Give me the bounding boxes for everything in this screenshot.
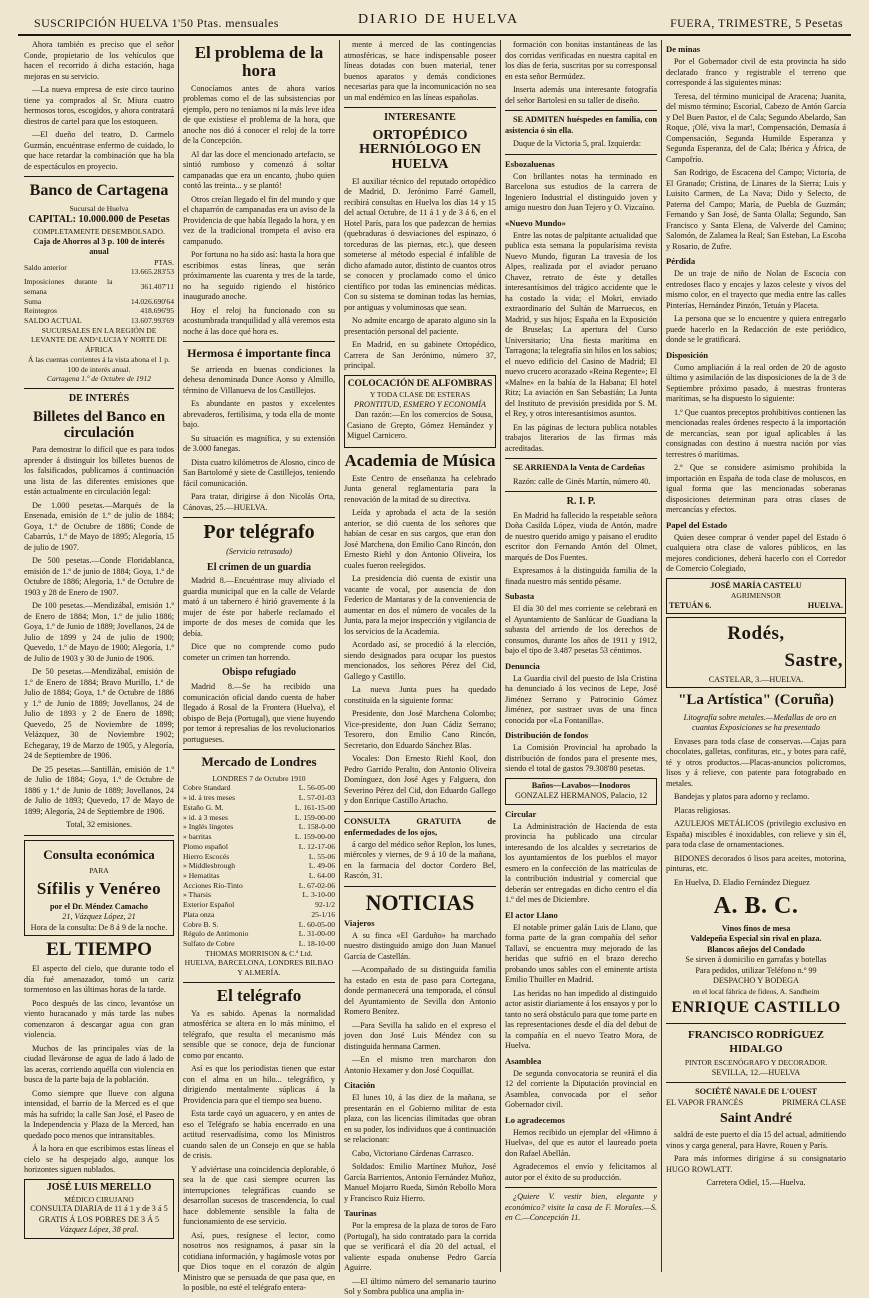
naval-title: SOCIÉTÉ NAVALE DE L'OUEST [695, 1087, 817, 1097]
castillo-name: ENRIQUE CASTILLO [671, 999, 841, 1017]
paragraph: De 500 pesetas.—Conde Floridablanca, emisión de 1.º de junio de 1884; Goya, 1.º de Octubre de 1886; Alegoría, 1.º de Octubre de 1903 y 28 de Enero de 1907. [24, 556, 174, 597]
table-row: Plata onza 25-1/16 [183, 909, 335, 919]
paragraph: La presidencia dió cuenta de existir una vacante de vocal, por ausencia de don Federico de Mantaras y de la conveniencia de aumentar en dos el número de vocales de la Junta, para la mejor inspección y vigilancia de los servicios de la Academia. [344, 574, 496, 636]
rodes-ad: Rodés, Sastre, CASTELAR, 3.—HUELVA. [666, 617, 846, 688]
admiten: SE ADMITEN huéspedes en familia, con asistencia ó sin ella. [505, 115, 657, 135]
paragraph: No admite encargo de aparato alguno sin la presentación personal del paciente. [344, 316, 496, 336]
alfombras-ad: COLOCACIÓN DE ALFOMBRAS Y TODA CLASE DE ESTERAS PRONTITUD, ESMERO Y ECONOMÍA Dan razón:—En los comercios de Sousa, Casiano de Grepto, Gómez Hernández y Miguel Carnicero. [344, 375, 496, 448]
paragraph: Soldados: Emilio Martínez Muñoz, José García Barrientos, Antonio Fernández Muñoz, Manuel Mojarro Rueda, Simón Rebollo Mora y Francisco Ruiz Hierro. [344, 1162, 496, 1203]
paragraph: Poco después de las cinco, levantóse un viento huracanado y más tarde las nubes comenzaron á descargar agua con gran violencia. [24, 998, 174, 1040]
arrienda: SE ARRIENDA la Venta de Cardeñas [513, 463, 645, 472]
obispo-title: Obispo refugiado [222, 667, 296, 679]
paragraph: Este Centro de enseñanza ha celebrado Junta general reglamentaria para la renovación de la mitad de su directiva. [344, 473, 496, 504]
newspaper-title: DIARIO DE HUELVA [358, 12, 520, 27]
paragraph: Ahora también es preciso que el señor Conde, propietario de los vehículos que hacen el recorrido á dicha estación, haga mejoras en su servicio. [24, 40, 174, 81]
paragraph: 1.º Que cuantos preceptos prohibitivos contienen las mencionadas reales órdenes respecto á la importación de mercancías, sean por igual aplicables á las consignadas con destino á nuestra nación por vías terrestres ó marítimas. [666, 407, 846, 459]
column-1 [24, 40, 174, 1272]
paragraph: —El último número del semanario taurino Sol y Sombra publica una amplia in- [344, 1276, 496, 1297]
noticias-title: NOTICIAS [365, 889, 475, 915]
column-3 [344, 40, 496, 1297]
column-5: De minas Por el Gobernador civil de esta provincia ha sido declarado franco y registrable el terreno que corresponde á las siguientes minas: Teresa, del término municipal de Aracena; Juanita, del mismo término; Escorial, Cabezo de Antón García y Del Buen Pastor, el de Cala; Segundo Abelardo, San Roque, ¡Olé, viva la mar!, Compensación, Demasía á Compensación, Segunda Humilde Esperanza y Segunda Esperanza, del de Cala; Ibérica y África, de Campofrío. San Rodrigo, de Escacena del Campo; Victoria, de El Granado; Cristina, de Linares de la Sierra; Luis y Luisito Carmen, de La Nava; Dido y Selecto, de Paterna del Campo; María, de Puebla de Guzmán; Fernando y San José, de Santa Olalla; Segundo, San Francisco y Santa Elena, de Valverde del Camino; Salomón, de Zalamea la Real; San Esteban, La Escoba y Rosario, de Zufre. Pérdida De un traje de niño de Nolan de Escocia con entredoses flaco y encajes y lazos celeste y vivos del mismo color, en el trayecto que media entre las calles Pinterías, Hernández Pinzón, Tetuán y Placeta. La persona que se lo encuentre y quiera entregarlo puede hacerlo en la Redacción de este periódico, donde se le gratificará. Disposición Como ampliación á la real orden de 20 de agosto último y asimilación de las disposiciones de la de 3 de Septiembre próximo pasado, á nuestras fronteras marítimas, se ha dispuesto lo siguiente: 1.º Que cuantos preceptos prohibitivos contienen las mencionadas reales órdenes respecto á la importación de mercancías, sean por igual aplicables á las consignadas con destino á nuestra nación por vías terrestres ó marítimas. 2.º Que se considere asimismo prohibida la importación en España de toda clase de moluscos, en igual forma que las mencionadas soberanas disposiciones determinan para otras clases de mercancías y efectos. Papel del Estado Quien desee comprar ó vender papel del Estado ó cualquiera otra clase de valores públicos, en las mejores condiciones, deberá hacerlo con el Corredor de Comercio Colegiado, JOSÉ MARÍA CASTELU AGRIMENSOR TETUÁN 6. HUELVA. Rodés, Sastre, CASTELAR, 3.—HUELVA. "La Artística" (Coruña) Litografía sobre metales.—Medallas de oro en cuantas Exposiciones se ha presentado Envases para toda clase de conservas.—Cajas para chocolates, galletas, confituras, etc., y botes para café, té y otros productos.—Placas-anuncios policromos, lisos y á relieve, con patente para fotograbado en metales. Bandejas y platos para adorno y reclamo. Placas religiosas. AZULEJOS METÁLICOS (privilegio exclusivo en España) miscibles é inoxidables, con relieve y sin él, para toda clase de ornamentaciones. BIDONES decorados ó lisos para aceites, motorina, pinturas, etc. En Huelva, D. Eladio Fernández Dieguez A. B. C. Vinos finos de mesa Valdepeña Especial sin rival en plaza. Blancos añejos del Condado Se sirven á domicilio en garrafas y botellas Para pedidos, utilizar Teléfono n.º 99 DESPACHO Y BODEGA en el local fábrica de fideos, A. Sandheim ENRIQUE CASTILLO FRANCISCO RODRÍGUEZ HIDALGO PINTOR ESCENÓGRAFO Y DECORADOR. SEVILLA, 12.—HUELVA SOCIÉTÉ NAVALE DE L'OUEST EL VAPOR FRANCÉS PRIMERA CLASE Saint André saldrá de este puerto el día 15 del actual, admitiendo vinos y carga general, para Havre, Rouen y París. Para más informes dirigirse á su consignatario HUGO ROWLATT. Carretera Odiel, 15.—Huelva. [666, 44, 846, 1188]
mercado-title: Mercado de Londres [201, 754, 317, 770]
consulta-title: Consulta económica [43, 846, 155, 862]
paragraph: Razón: calle de Ginés Martín, número 40. [513, 476, 651, 486]
column-rule [178, 40, 179, 1272]
paragraph: formación con bonitas instantáneas de las dos corridas verificadas en nuestra capital en los días de feria, suscritas por su corresponsal en esta señor Bermúdez. [505, 40, 657, 81]
eltelegrafo-title: El telégrafo [216, 985, 302, 1005]
asamblea-title: Asamblea [505, 1055, 542, 1066]
paragraph: Expresamos á la distinguida familia de la finada nuestro más sentido pésame. [505, 566, 657, 586]
table-row: Cobre B. S. L. 60-05-00 [183, 919, 335, 929]
table-row: Hierro Escocés L. 55-06 [183, 851, 335, 861]
paragraph: —En el mismo tren marcharon don Antonio Hexamer y don José Coquillat. [344, 1055, 496, 1075]
paragraph: á cargo del médico señor Replon, los lunes, miércoles y viernes, de 9 á 10 de la mañana, en la farmacia del doctor Cordero Bel, Rascón, 31. [344, 839, 496, 881]
paragraph: Y adviértase una coincidencia deplorable, ó sea la de que casi siempre ocurren las interrupciones telegráficas cuando se desarrollan sucesos de trascendencia, lo cual hace doblemente sensible la falta de funcionamiento de ese servicio. [183, 1164, 335, 1227]
consulta-gratuita-title: CONSULTA GRATUITA de enfermedades de los ojos, [344, 815, 496, 837]
bank-name: Banco de Cartagena [29, 182, 169, 199]
paragraph: Duque de la Victoria 5, pral. Izquierda: [513, 139, 642, 148]
abc-title: A. B. C. [713, 893, 799, 920]
paragraph: Madrid 8.—Encuéntrase muy aliviado el guardia municipal que en la calle de Velarde mató á un tabernero é hirió gravemente á la mujer de éste por haberle reclamado el importe de dos meses de comida que les debía. [183, 576, 335, 638]
paragraph: Entre las notas de palpitante actualidad que publica esta semana la popularísima revista Nuevo Mundo, figuran La travesía de los Alpes, realizada por el aviador peruano Chavez, retrato de éste y detalles interesantísimos del trágico accidente que le ha costado la vida; el Mokri, enviado extraordinario del Sultán de Marruecos, en Madrid, y sus hijos; España en la Exposición de Bruselas; La apertura del Curso Universitario; Una fiesta marítima en Tarragona; la telegrafía sin hilos en los sabios; el nuevo edificio del Casino de Madrid; El nuevo crucero acorazado «Reina Regente»; El «Malne» en la bahía de la Habana; El hotel Ritz; La aviación en San Sebastián; La Junta del Instituto de previsión presidida por S. M. el Rey, y otros interesantísimos asuntos. [505, 230, 657, 418]
paragraph: Por la empresa de la plaza de toros de Faro (Portugal), ha sido contratado para la corrida que se verificará el día 20 del actual, el valiente espada onubense Pedro García Aguirre. [344, 1221, 496, 1273]
paragraph: Teresa, del término municipal de Aracena; Juanita, del mismo término; Escorial, Cabezo de Antón García y Del Buen Pastor, el de Cala; Segundo Abelardo, San Roque, ¡Olé, viva la mar!, Compensación, Demasía á Compensación, Segunda Humilde Esperanza y Segunda Esperanza, del de Cala; Ibérica y África, de Campofrío. [666, 91, 846, 164]
taurinas-title: Taurinas [344, 1208, 377, 1219]
paragraph: Se arrienda en buenas condiciones la dehesa denominada Dunce Aonso y Almillo, término de Villanueva de los Castillejos. [183, 364, 335, 395]
gonzalez-ad: Baños—Lavabos—Inodoros GONZALEZ HERMANOS, Palacio, 12 [505, 778, 657, 805]
crimen-title: El crimen de un guardia [207, 561, 311, 573]
paragraph: —El dueño del teatro, D. Carmelo Guzmán, encuéntrase enfermo de cuidado, lo que hace retardar la combinación que ha bla de espectáculos en proyecto. [24, 130, 174, 171]
paragraph: Otros creían llegado el fin del mundo y que el chaparrón de campanadas era un aviso de la Providencia de que había llegado la hora, y en vez de la tradicional trompeta el aviso era campanudo. [183, 194, 335, 246]
column-rule [339, 40, 340, 1272]
paragraph: De 25 pesetas.—Santillán, emisión de 1.º de Julio de 1884; Goya, 1.º de Octubre de 1886 y 1.º de Junio de 1889; Jovellanos, 24 de Julio de 1893; Quevedo, 17 de Mayo de 1899; Alegoría, 24 de Septiembre de 1906. [24, 764, 174, 816]
paragraph: Como ampliación á la real orden de 20 de agosto último y asimilación de las disposiciones de la de 3 de Septiembre próximo pasado, á nuestras fronteras marítimas, se ha dispuesto lo siguiente: [666, 362, 846, 403]
interesante-label: INTERESANTE [384, 112, 456, 123]
morales-ad: ¿Quiere V. vestir bien, elegante y económico? visite la casa de F. Morales.—S. en C.—Concepción 11. [505, 1192, 657, 1223]
paragraph: Inserta además una interesante fotografía del señor Bartolesi en su taller de diseño. [505, 85, 657, 105]
paragraph: Acordado así, se procedió á la elección, siendo designados para ocupar los puestos mencionados, los señores Pérez del Cid, Gallego y Castillo. [344, 640, 496, 681]
distribucion-title: Distribución de fondos [505, 730, 589, 741]
paragraph: Con brillantes notas ha terminado en Barcelona sus estudios de la carrera de Ingeniero Industrial el distinguido joven y amigo nuestro don Juan Tejero y O. Vizcaíno. [505, 171, 657, 212]
rip-title: R. I. P. [566, 496, 596, 507]
masthead [18, 8, 851, 36]
bank-table: Saldo anterior PTAS. 13.665.283'53 Imposiciones durante la semana 361.407'11 Suma 14.026.690'64 Reintegros 418.696'95 SALDO ACTUAL 13.607.993'69 [24, 257, 174, 326]
perdida-title: Pérdida [666, 256, 696, 266]
disposicion-title: Disposición [666, 349, 709, 360]
paragraph: Hoy el reloj ha funcionado con su acostumbrada tranquilidad y allá veremos esta noche á las doce qué hora es. [183, 305, 335, 336]
paragraph: Ya es sabido. Apenas la normalidad atmosférica se altera en lo más mínimo, el telégrafo, que resulta el mecanismo más sensible que se conoce, deja de funcionar como por encanto. [183, 1008, 335, 1060]
bank-date: Cartagena 1.º de Octubre de 1912 [46, 374, 152, 384]
paragraph: Es abundante en pastos y excelentes abrevaderos, fertilísima, y toda ella de monte bajo. [183, 399, 335, 430]
paragraph: Á la hora en que escribimos estas líneas el cielo se ha despejado algo, aunque los horizontes siguen nublados. [24, 1144, 174, 1175]
table-row: Estaño G. M. L. 161-15-00 [183, 802, 335, 812]
finca-title: Hermosa é importante finca [187, 346, 331, 361]
paragraph: San Rodrigo, de Escacena del Campo; Victoria, de El Granado; Cristina, de Linares de la Sierra; Luis y Luisito Carmen, de La Nava; Dido y Selecto, de Paterna del Campo; María, de Puebla de Guzmán; Fernando y San José, de Santa Olalla; Segundo, San Francisco y Santa Elena, de Valverde del Camino; Salomón, de Zalamea la Real; San Esteban, La Escoba y Rosario, de Zufre. [666, 168, 846, 251]
paragraph: mente á merced de las contingencias atmosféricas, se hace indispensable poseer líneas dotadas con buen material, tener buenos aparatos y demás condiciones necesarias para que la incomunicación no sea un mal endémico en las líneas españolas. [344, 40, 496, 102]
tiempo-title: EL TIEMPO [46, 939, 152, 961]
consulta-disease: Sífilis y Venéreo [36, 879, 162, 899]
mercado-table [183, 783, 335, 948]
agradecemos-title: Lo agradecemos [505, 1114, 565, 1125]
esbozo-title: Esbozaluenas [505, 158, 555, 169]
billetes-title: Billetes del Banco en circulación [32, 408, 166, 441]
consulta-ad: Consulta económica PARA Sífilis y Venéreo por el Dr. Méndez Camacho 21, Vázquez López, 21 Hora de la consulta: De 8 á 9 de la noche. [24, 840, 174, 937]
paragraph: Las heridas no han impedido al distinguido actor asistir diariamente á los ensayos y por lo tanto no será obstáculo para que tome parte en las representaciones desde el día del debut de la compañía en el nuevo Teatro Mora, de Huelva. [505, 988, 657, 1051]
circular-title: Circular [505, 808, 537, 819]
bank-note: Á las cuentas corrientes á la vista abona el 1 p. 100 de interés anual. [28, 354, 170, 374]
papel-title: Papel del Estado [666, 519, 728, 530]
paragraph: Agradecemos el envío y felicitamos al autor por el éxito de su producción. [505, 1162, 657, 1182]
paragraph: El aspecto del cielo, que durante todo el día fué amenazador, tomó un cariz tormentoso en las últimas horas de la tarde. [24, 964, 174, 995]
paragraph: —Acompañado de su distinguida familia ha estado en esta de paso para Cortegana, donde permanecerá una temporada, el cónsul del Ayuntamiento de Sevilla don Antonio Romero Benítez. [344, 965, 496, 1017]
table-row: Régulo de Antimonio L. 31-00-00 [183, 929, 335, 939]
paragraph: En las páginas de lectura publica notables trabajos literarios de las firmas más acreditadas. [505, 422, 657, 453]
paragraph: La nueva Junta pues ha quedado constituida en la siguiente forma: [344, 685, 496, 705]
paragraph: —La nueva empresa de este circo taurino tiene ya comprados al Sr. Miura cuatro hermosos toros, escogidos, y ahora contratará diestros de cartel para que los estoqueen. [24, 85, 174, 126]
paragraph: Vocales: Don Ernesto Riehl Kool, don Pedro Garrido Peralto, don Antonio Oliveira Domínguez, don José Ages y Falguera, don Severino Pérez del Cid, don Eduardo Gallego y don Enrique Castillo Artacho. [344, 754, 496, 806]
paragraph: Dista cuatro kilómetros de Alosno, cinco de San Bartolomé y siete de Castillejos, teniendo fácil comunicación. [183, 457, 335, 488]
paragraph: El lunes 10, á las diez de la mañana, se presentarán en el Gobierno militar de esta plaza, con las licencias ilimitadas que obran en su poder, los individuos que á continuación se relacionan: [344, 1093, 496, 1145]
paragraph: De un traje de niño de Nolan de Escocia con entredoses flaco y encajes y lazos celeste y vivos del mismo color, en el trayecto que media entre las calles Pinterías, Hernández Pinzón, Tetuán y Placeta. [666, 269, 846, 310]
paragraph: Por el Gobernador civil de esta provincia ha sido declarado franco y registrable el terreno que corresponde á las siguientes minas: [666, 57, 846, 87]
paragraph: De 50 pesetas.—Mendizábal, emisión de 1.º de Enero de 1884; Bravo Murillo, 1.º de Julio de 1884; Goya, 1.º de Octubre de 1886 y 1.º de Junio de 1889; Jovellanos, 24 de Julio de 1893 y 2 de Enero de 1898; Quevedo, 25 de Noviembre de 1899; Velázquez, 30 de Noviembre 1902; Echegaray, 19 de Marzo de 1905, y Alegoría, 24 de Septiembre de 1906. [24, 667, 174, 761]
table-row: » id. á tres meses L. 57-01-03 [183, 793, 335, 803]
paragraph: Al dar las doce el mencionado artefacto, se sintió rumboso y comenzó á soltar campanadas que era un encanto, ¡hubo quien contó las treinta... y se plantó! [183, 149, 335, 191]
paragraph: Su situación es magnífica, y su extensión de 3.000 fanegas. [183, 433, 335, 454]
table-row: Plomo español L. 12-17-06 [183, 841, 335, 851]
citacion-title: Citación [344, 1080, 376, 1091]
table-row: » Hematitas L. 64-00 [183, 870, 335, 880]
academia-title: Academia de Música [344, 450, 496, 470]
subasta-title: Subasta [505, 591, 535, 602]
paragraph: En Madrid, en su gabinete Ortopédico, Carrera de San Jerónimo, número 37, principal. [344, 340, 496, 371]
table-row: Sulfato de Cobre L. 18-10-00 [183, 938, 335, 948]
paragraph: Leída y aprobada el acta de la sesión anterior, se dió cuenta de los señores que habían de cesar en sus cargos, que eran don José Marchena, don Emilio Cano Rincón, don Ernesto Riehl y don Antonio Oliveira, los cuales fueron reelegidos. [344, 508, 496, 570]
bank-branch: Sucursal de Huelva [69, 204, 129, 214]
nuevo-title: «Nuevo Mundo» [505, 217, 566, 228]
paragraph: Como siempre que llueve con alguna intensidad, el barrio de la Merced es el que más ha sufrido; la calle San José, el Paseo de la Independencia y Plaza de la Merced, han quedado poco menos que intransitables. [24, 1088, 174, 1140]
bank-paid: COMPLETAMENTE DESEMBOLSADO. [33, 226, 165, 236]
paragraph: En Madrid ha fallecido la respetable señora Doña Casilda López, viuda de Antón, madre de nuestro querido amigo y paisano el erudito escritor don Fernando Antón del Olmet, marqués de Dos Fuentes. [505, 510, 657, 562]
table-row: » Tharsis L. 3-10-00 [183, 890, 335, 900]
paragraph: —Para Sevilla ha salido en el expreso el joven don José Luis Méndez con su distinguida hermana Carmen. [344, 1020, 496, 1051]
table-row: » Inglés lingotes L. 158-0-00 [183, 822, 335, 832]
table-row: Exterior Español 92-1/2 [183, 900, 335, 910]
paragraph: Dice que no comprende como pudo cometer un crimen tan horrendo. [183, 642, 335, 662]
section-label: DE INTERÉS [68, 393, 130, 405]
paragraph: La Comisión Provincial ha aprobado la distribución de fondos para el presente mes, siendo el total de gastos 79.308'80 pesetas. [505, 743, 657, 774]
hidalgo-name: FRANCISCO RODRÍGUEZ HIDALGO [688, 1028, 824, 1056]
paragraph: El notable primer galán Luis de Llano, que forma parte de la gran compañía del señor Tallaví, se encuentra muy mejorado de las heridas que sufrió en el brazo derecho probando unos sables con el eminente artista Emilio Thuiller en Madrid. [505, 922, 657, 985]
morrison: THOMAS MORRISON & C.ª Ltd. [205, 948, 313, 958]
mercado-date: LONDRES 7 de Octubre 1910 [212, 773, 306, 783]
merello-ad: JOSÉ LUIS MERELLO MÉDICO CIRUJANO CONSULTA DIARIA de 11 á 1 y de 3 á 5 GRATIS Á LOS POBRES DE 3 Á 5 Vázquez López, 38 pral. [24, 1179, 174, 1239]
paragraph: De 100 pesetas.—Mendizábal, emisión 1.º de Enero de 1884; Mon, 1.º de julio 1886; Goya, 1.º de Junio de 1889; Jovellanos, 24 de Julio de 1899 y 24 de julio de 1900; Quevedo, 1.º de Mayo de 1900; Alegoría, 1.º de Julio de 1903 y 30 de Junio de 1906. [24, 601, 174, 663]
paragraph: A su finca «El Garduño» ha marchado nuestro distinguido amigo don Juan Manuel García de Castellán. [344, 930, 496, 961]
morrison-address: HUELVA, BARCELONA, LONDRES BILBAO Y ALMERÍA. [184, 958, 334, 978]
paragraph: Hemos recibido un ejemplar del «Himno á Huelva», del que es autor el laureado poeta don Rafael Abellán. [505, 1127, 657, 1158]
column-4 [505, 40, 657, 1272]
table-row: Cobre Standard L. 56-05-00 [183, 783, 335, 793]
table-row: » barritas L. 159-00-00 [183, 832, 335, 842]
paragraph: Por fortuna no ha sido así: hasta la hora que escribimos estas líneas, que serán próximamente las cuarenta y tres de la tarde, no ha seguido rigiendo el histórico inaugurado anoche. [183, 250, 335, 302]
table-row: » id. á 3 meses L. 159-00-00 [183, 812, 335, 822]
table-row: » Middlesbrough L. 49-06 [183, 861, 335, 871]
bank-capital: CAPITAL: 10.000.000 de Pesetas [28, 214, 170, 226]
paragraph: La Administración de Hacienda de esta provincia ha publicado una circular interesando de los alcaldes y secretarios de los ayuntamientos de los pueblos el mayor esmero en la confección de las matrículas de la contribución industrial y comercial que deberán ser entregadas en dicho centro el día 1.º del mes de Diciembre. [505, 821, 657, 905]
viajeros-title: Viajeros [344, 917, 375, 928]
paragraph: Muchos de las principales vías de la ciudad lleváronse de agua de lado á lado de las aceras, corriendo aquélla con violencia en busca de la parte baja de la población. [24, 1043, 174, 1085]
paragraph: Quien desee comprar ó vender papel del Estado ó cualquiera otra clase de valores públicos, en las mejores condiciones, deberá hacerlo con el Corredor de Comercio Colegiado, [666, 532, 846, 573]
telegrafo-sub: (Servicio retrasado) [226, 547, 292, 557]
column-rule [661, 40, 662, 1272]
paragraph: El día 30 del mes corriente se celebrará en el Ayuntamiento de Sanlúcar de Guadiana la subasta del arriendo de los derechos de consumos, durante los años de 1911 y 1912, bajo el tipo de 3.487 pesetas 53 céntimos. [505, 604, 657, 656]
bank-branches: SUCURSALES EN LA REGIÓN DE LEVANTE DE AND^LUCIA Y NORTE DE ÁFRICA [31, 325, 167, 355]
paragraph: La Guardia civil del puesto de Isla Cristina ha denunciado á los vecinos de Lepe, José Jiménez Serrano y Patrocinio Gómez Jiménez, por sustraer uvas de una finca conocida por «La Fontanilla». [505, 673, 657, 725]
paragraph: Cabo, Victoriano Cárdenas Carrasco. [352, 1148, 474, 1158]
saint-andre: Saint André [720, 1111, 792, 1127]
paragraph: Esta tarde cayó un aguacero, y en antes de eso el Telégrafo se había encerrado en una actitud reservadísima, como los Ministros cuando salen de un Consejo en que se habla de crisis. [183, 1109, 335, 1161]
column-rule [500, 40, 501, 1272]
denuncia-title: Denuncia [505, 660, 540, 671]
paragraph: La persona que se lo encuentre y quiera entregarlo puede hacerlo en la Redacción de este periódico, donde se le gratificará. [666, 314, 846, 344]
paragraph: 2.º Que se considere asimismo prohibida la importación en España de toda clase de moluscos, en igual forma que las mencionadas soberanas disposiciones determinan para otras clases de mercancías y efectos. [666, 463, 846, 514]
minas-title: De minas [666, 44, 701, 54]
telegrafo-title: Por telégrafo [203, 521, 315, 544]
paragraph: Para tratar, dirigirse á don Nicolás Orta, Cánovas, 25.—HUELVA. [183, 492, 335, 512]
paragraph: Conocíamos antes de ahora varios problemas como el de las subsistencias por ejemplo, pero no teníamos ni la más leve idea de que existiese el problema de la hora, que anoche nos dió á conocer el reloj de la torre de la Concepción. [183, 83, 335, 146]
paragraph: De 1.000 pesetas.—Marqués de la Ensenada, emisión de 1.º de julio de 1884; Goya, 1.º de Octubre de 1886; Conde de Cabarrús, 1.º de Mayo de 1895; Alegoría, 15 de julio de 1907. [24, 500, 174, 552]
problema-title: El problema de la hora [194, 43, 324, 80]
paragraph: Presidente, don José Marchena Colombo; Vice-presidente, don Juan Cádiz Serrano; Tesorero, don Emilio Cano Rincón, Secretario, don Eduardo Sánchez Blas. [344, 709, 496, 750]
paragraph: Así, pues, resígnese el lector, como nosotros nos resignamos, á pasar sin la cotidiana información, y hagámosle votos por que Dios toque en el corazón de algún Ministro que se persuada de que pasa que, en lo posible, no esté el telégrafo entera- [183, 1230, 335, 1293]
paragraph: De segunda convocatoria se reunirá el día 12 del corriente la Diputación provincial en Asamblea, convocada por el señor Gobernador civil. [505, 1068, 657, 1110]
column-2 [183, 40, 335, 1293]
outside-price: FUERA, TRIMESTRE, 5 Pesetas [670, 16, 843, 30]
paragraph: El auxiliar técnico del reputado ortopédico de Madrid, D. Jerónimo Farré Gamell, recibirá consultas en Huelva los días 14 y 15 del actual Octubre, de 11 á 1 y de 3 á 6, en el Hotel París, para los que padezcan de hernias (quebraduras ó desviaciones del espinazo, ó torceduras de las piernas, etc.), que deseen someterse al método especial é infalible de dicho afamado autor, distinto de cuantos otros se conocen y proclamado como el único científico por todas las eminencias médicas. Con su sistema se dominan todas las hernias, por antiguas y voluminosas que sean. [344, 176, 496, 312]
table-row: Acciones Río-Tinto L. 67-02-06 [183, 880, 335, 890]
subscription-note: SUSCRIPCIÓN HUELVA 1'50 Ptas. mensuales [34, 16, 279, 30]
paragraph: Madrid 8.—Se ha recibido una comunicación oficial dando cuenta de haber llegado á Rosal de la Frontera (Huelva), el obispo de Beja (Portugal), que viene huyendo por temor á represalias de los revolucionarios portugueses. [183, 682, 335, 744]
paragraph: Así es que los periodistas tienen que estar con el alma en un hilo... telegráfico, y dirigiendo mentalmente súplicas á la Providencia para que el tiempo sea bueno. [183, 1064, 335, 1105]
paragraph: Para demostrar lo difícil que es para todos aprender á distinguir los billetes buenos de los falsificados, publicamos á continuación una lista de las diferentes emisiones que están actualmente en circulación legal: [24, 445, 174, 497]
bank-savings: Caja de Ahorros al 3 p. 100 de interés anual [33, 236, 165, 257]
castelu-ad: JOSÉ MARÍA CASTELU AGRIMENSOR TETUÁN 6. HUELVA. [666, 578, 846, 615]
artistica-title: "La Artística" (Coruña) [678, 692, 834, 709]
ortopedico-title: ORTOPÉDICO HERNIÓLOGO EN HUELVA [359, 127, 481, 173]
llano-title: El actor Llano [505, 909, 558, 920]
paragraph: Total, 32 emisiones. [66, 820, 132, 830]
